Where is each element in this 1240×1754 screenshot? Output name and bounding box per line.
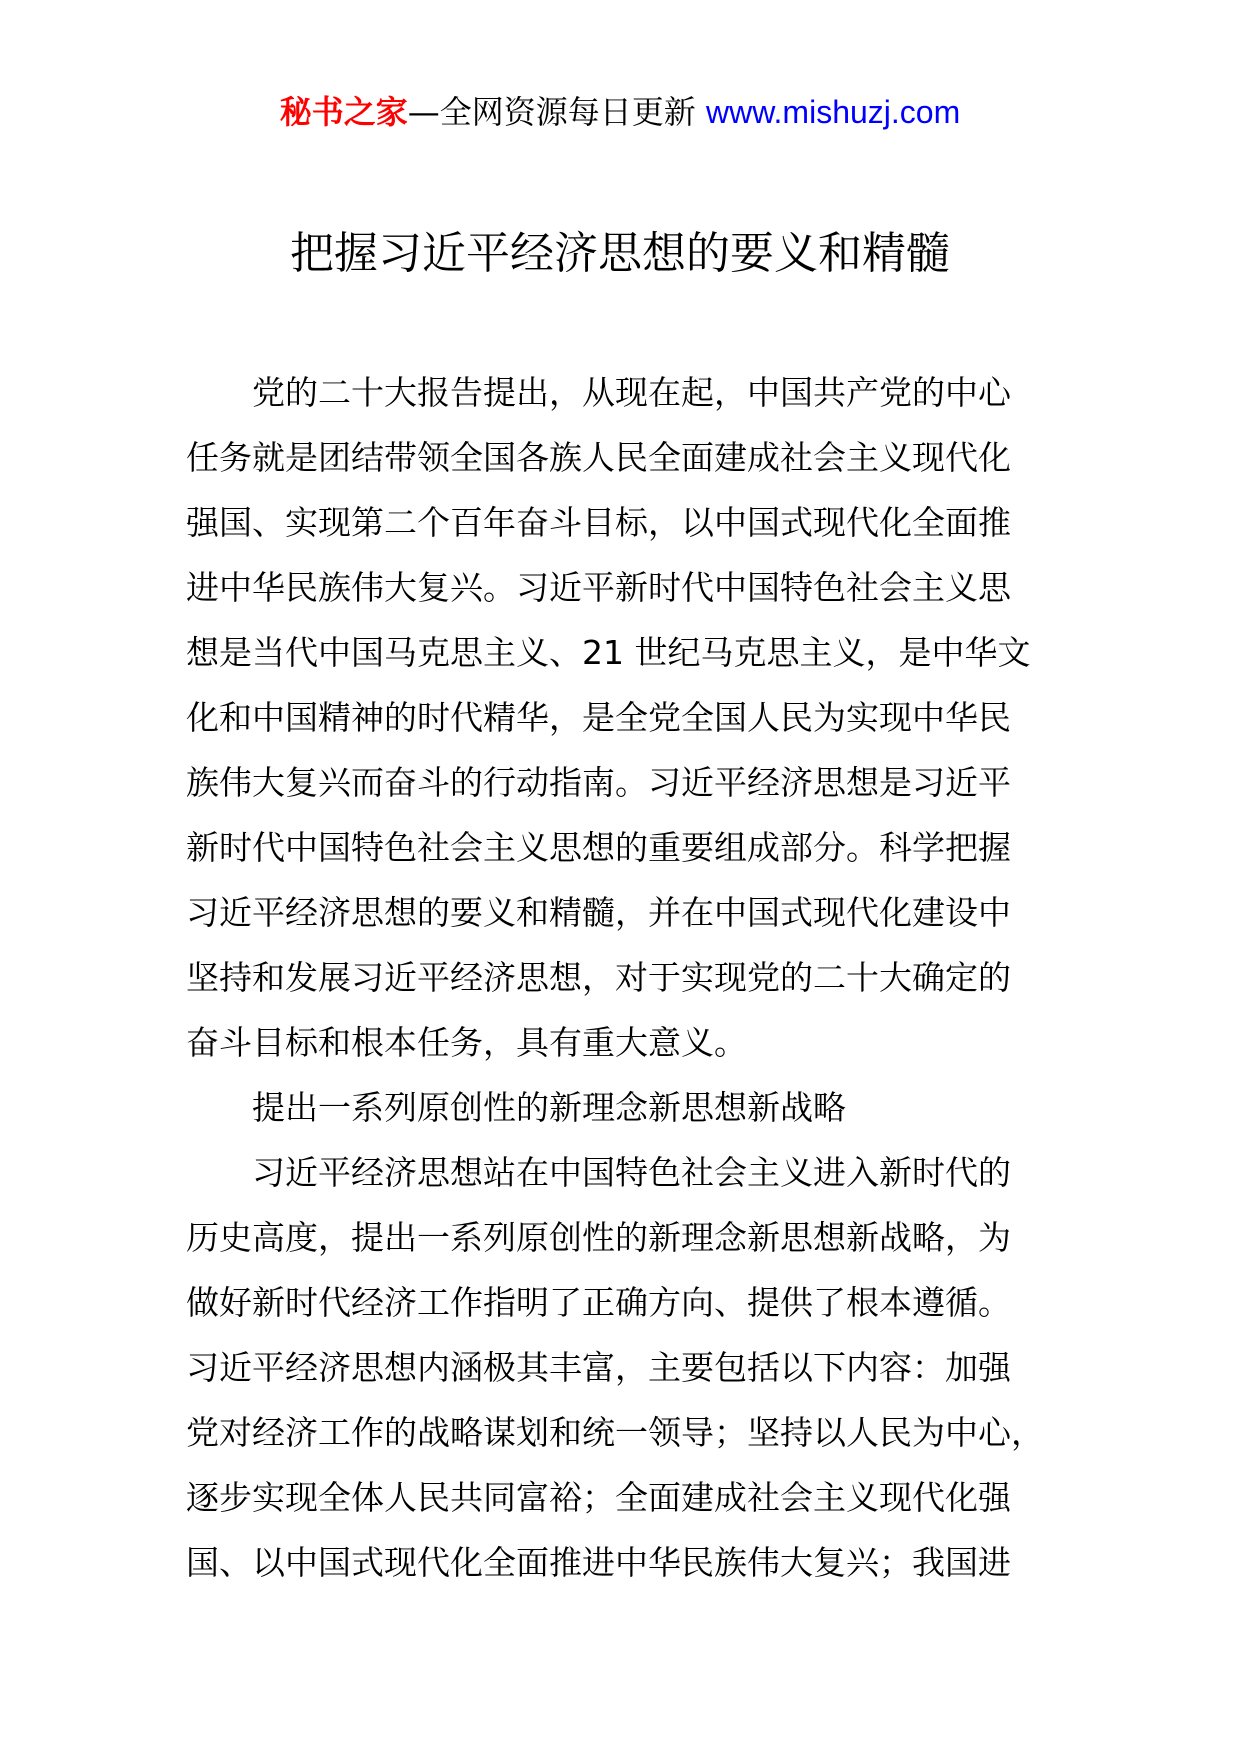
paragraph-line: 化和中国精神的时代精华，是全党全国人民为实现中华民 <box>186 698 1011 737</box>
brand-name: 秘书之家 <box>279 93 408 131</box>
paragraph-line: 坚持和发展习近平经济思想，对于实现党的二十大确定的 <box>186 958 1011 997</box>
paragraph-line: 国、以中国式现代化全面推进中华民族伟大复兴；我国进 <box>186 1543 1011 1582</box>
paragraph-line: 逐步实现全体人民共同富裕；全面建成社会主义现代化强 <box>186 1478 1011 1517</box>
paragraph-line: 历史高度，提出一系列原创性的新理念新思想新战略，为 <box>186 1218 1011 1257</box>
paragraph-line: 习近平经济思想站在中国特色社会主义进入新时代的 <box>252 1153 1011 1192</box>
paragraph-line: 新时代中国特色社会主义思想的重要组成部分。科学把握 <box>186 828 1011 867</box>
paragraph-line: 党的二十大报告提出，从现在起，中国共产党的中心 <box>252 373 1011 412</box>
paragraph-line: 想是当代中国马克思主义、21 世纪马克思主义，是中华文 <box>186 633 1031 672</box>
document-title: 把握习近平经济思想的要义和精髓 <box>290 228 950 279</box>
site-url-link[interactable]: www.mishuzj.com <box>705 94 961 130</box>
header-tagline: —全网资源每日更新 <box>407 93 696 131</box>
paragraph-line: 进中华民族伟大复兴。习近平新时代中国特色社会主义思 <box>186 568 1011 607</box>
paragraph-line: 党对经济工作的战略谋划和统一领导；坚持以人民为中心， <box>186 1413 1044 1452</box>
paragraph-line: 奋斗目标和根本任务，具有重大意义。 <box>186 1023 747 1062</box>
paragraph-line: 习近平经济思想的要义和精髓，并在中国式现代化建设中 <box>186 893 1011 932</box>
section-heading: 提出一系列原创性的新理念新思想新战略 <box>252 1088 846 1127</box>
paragraph-line: 族伟大复兴而奋斗的行动指南。习近平经济思想是习近平 <box>186 763 1011 802</box>
site-header <box>0 92 1240 132</box>
document-body <box>186 360 1066 1595</box>
paragraph-line: 强国、实现第二个百年奋斗目标，以中国式现代化全面推 <box>186 503 1011 542</box>
paragraph-line: 任务就是团结带领全国各族人民全面建成社会主义现代化 <box>186 438 1011 477</box>
paragraph-line: 做好新时代经济工作指明了正确方向、提供了根本遵循。 <box>186 1283 1011 1322</box>
paragraph-line: 习近平经济思想内涵极其丰富，主要包括以下内容：加强 <box>186 1348 1011 1387</box>
